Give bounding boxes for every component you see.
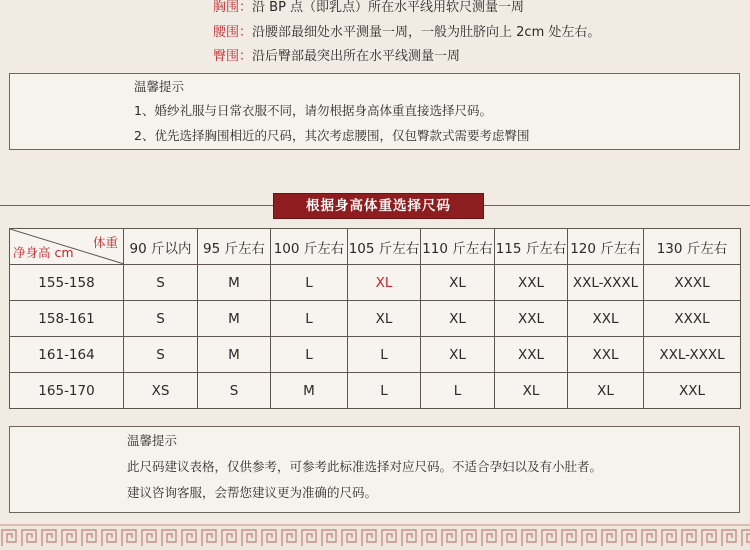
fret-border-decoration [0,524,750,550]
waist-text: 沿腰部最细处水平测量一周，一般为肚脐向上 2cm 处左右。 [252,25,601,40]
size-table [9,228,741,409]
measurement-bust [213,0,524,16]
weight-header: 130 斤左右 [644,229,741,265]
corner-height-label: 净身高 cm [13,245,74,260]
weight-header: 95 斤左右 [198,229,271,265]
height-cell: 158-161 [10,301,124,337]
size-cell: XXXL [644,301,741,337]
table-row [10,301,741,337]
size-cell: M [198,301,271,337]
size-cell: XL [495,373,568,409]
size-cell: L [421,373,495,409]
size-cell: XXL-XXXL [644,337,741,373]
weight-header: 105 斤左右 [348,229,421,265]
size-cell: XXL [568,301,644,337]
size-cell: XS [124,373,198,409]
size-cell: S [198,373,271,409]
size-cell: M [198,265,271,301]
tips-bottom-line-2: 建议咨询客服，会帮您建议更为准确的尺码。 [127,485,378,500]
hip-label: 臀围： [213,49,253,64]
tips-bottom-line-1: 此尺码建议表格，仅供参考，可参考此标准选择对应尺码。不适合孕妇以及有小肚者。 [127,459,603,474]
tips-top-line-1: 1、婚纱礼服与日常衣服不同，请勿根据身高体重直接选择尺码。 [134,103,492,118]
tips-bottom-title: 温馨提示 [127,433,178,448]
size-cell: L [271,337,348,373]
size-cell: XXL [495,265,568,301]
hip-text: 沿后臀部最突出所在水平线测量一周 [252,49,461,64]
tips-box-bottom [9,426,740,513]
waist-label: 腰围： [213,25,253,40]
size-cell: XXL [495,337,568,373]
measurement-hip [213,49,460,65]
size-cell: M [198,337,271,373]
weight-header: 110 斤左右 [421,229,495,265]
height-cell: 161-164 [10,337,124,373]
size-cell: S [124,301,198,337]
banner-line-right [483,205,750,206]
size-cell: XL [568,373,644,409]
size-cell: XL [421,337,495,373]
size-cell: L [348,337,421,373]
table-corner-cell [10,229,124,265]
banner-title: 根据身高体重选择尺码 [273,193,484,219]
tips-box-top [9,73,740,150]
size-cell: XXL [644,373,741,409]
size-cell: S [124,265,198,301]
measurement-waist [213,25,600,41]
size-cell: XL [421,265,495,301]
bust-text: 沿 BP 点（即乳点）所在水平线用软尺测量一周 [252,0,525,15]
tips-top-title: 温馨提示 [134,79,185,94]
size-cell: XL [421,301,495,337]
size-cell: XXXL [644,265,741,301]
table-row [10,373,741,409]
size-cell: S [124,337,198,373]
table-header-row [10,229,741,265]
size-cell: XL [348,301,421,337]
weight-header: 100 斤左右 [271,229,348,265]
size-cell: M [271,373,348,409]
tips-top-line-2: 2、优先选择胸围相近的尺码，其次考虑腰围，仅包臀款式需要考虑臀围 [134,128,530,143]
height-cell: 165-170 [10,373,124,409]
table-row [10,337,741,373]
size-cell: XXL-XXXL [568,265,644,301]
table-row [10,265,741,301]
section-banner [0,193,750,219]
size-cell: L [271,301,348,337]
size-cell-highlighted: XL [348,265,421,301]
weight-header: 90 斤以内 [124,229,198,265]
weight-header: 115 斤左右 [495,229,568,265]
weight-header: 120 斤左右 [568,229,644,265]
height-cell: 155-158 [10,265,124,301]
bust-label: 胸围： [213,0,253,15]
size-cell: L [348,373,421,409]
size-cell: XXL [568,337,644,373]
banner-line-left [0,205,273,206]
size-cell: XXL [495,301,568,337]
size-cell: L [271,265,348,301]
corner-weight-label: 体重 [92,235,118,250]
